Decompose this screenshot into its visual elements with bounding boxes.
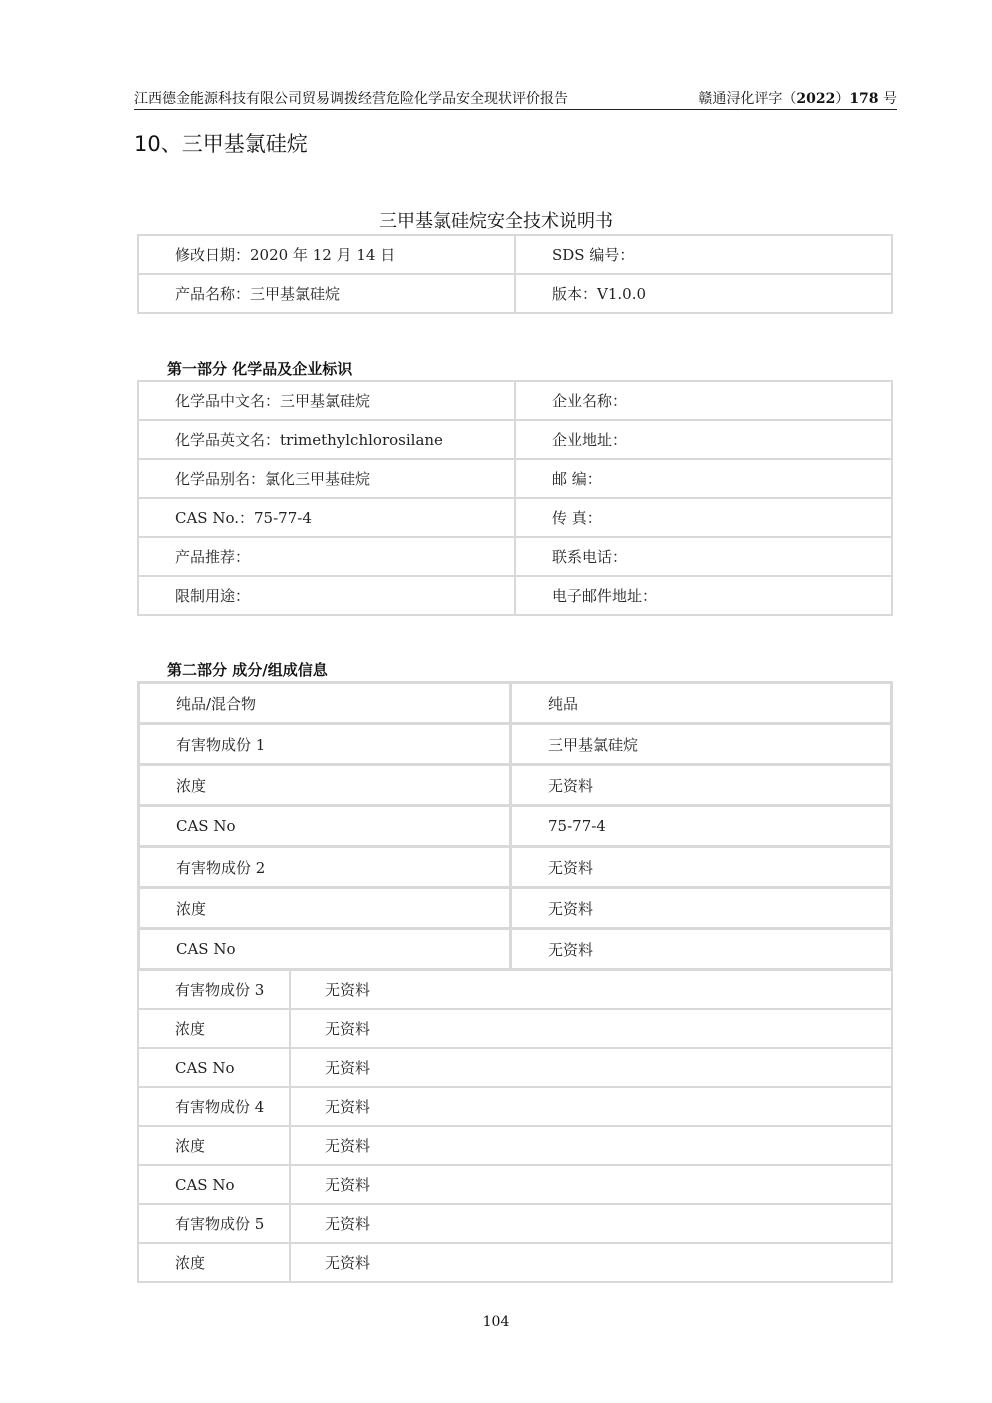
table-cell: 邮 编： bbox=[515, 459, 892, 498]
table-row bbox=[138, 576, 892, 615]
table-cell: 无资料 bbox=[290, 1126, 892, 1165]
part1-title: 第一部分 化学品及企业标识 bbox=[167, 360, 353, 378]
table-row bbox=[138, 1243, 892, 1282]
table-row bbox=[138, 235, 892, 274]
header-report-number: 赣通浔化评字（2022）178 号 bbox=[698, 91, 897, 107]
table-row bbox=[138, 381, 892, 420]
table-row bbox=[138, 1126, 892, 1165]
table-cell: 有害物成份 4 bbox=[138, 1087, 290, 1126]
table-cell: 化学品中文名：三甲基氯硅烷 bbox=[138, 381, 515, 420]
table-row bbox=[139, 847, 892, 888]
table-row bbox=[138, 970, 892, 1009]
header-report-title: 江西德金能源科技有限公司贸易调拨经营危险化学品安全现状评价报告 bbox=[134, 91, 568, 107]
part2-title: 第二部分 成分/组成信息 bbox=[167, 661, 328, 679]
table-row bbox=[139, 724, 892, 765]
page-number: 104 bbox=[482, 1314, 510, 1330]
table-row bbox=[139, 888, 892, 929]
table-cell: 浓度 bbox=[138, 1009, 290, 1048]
table-row bbox=[139, 765, 892, 806]
table-cell: 无资料 bbox=[290, 1204, 892, 1243]
part1-table bbox=[137, 380, 893, 616]
table-cell: 传 真： bbox=[515, 498, 892, 537]
table-cell: 浓度 bbox=[138, 1243, 290, 1282]
revision-date-cell: 修改日期：2020 年 12 月 14 日 bbox=[138, 235, 515, 274]
table-cell: 无资料 bbox=[511, 847, 892, 888]
part2-table-a bbox=[137, 681, 893, 971]
version-cell: 版本：V1.0.0 bbox=[515, 274, 892, 313]
table-cell: 企业名称： bbox=[515, 381, 892, 420]
table-cell: 有害物成份 2 bbox=[139, 847, 511, 888]
part2-table-b bbox=[137, 969, 893, 1283]
table-cell: 有害物成份 3 bbox=[138, 970, 290, 1009]
table-row bbox=[139, 683, 892, 724]
table-cell: 无资料 bbox=[290, 1165, 892, 1204]
table-cell: CAS No.：75-77-4 bbox=[138, 498, 515, 537]
table-cell: CAS No bbox=[138, 1165, 290, 1204]
table-cell: 无资料 bbox=[290, 970, 892, 1009]
table-row bbox=[138, 420, 892, 459]
table-cell: 浓度 bbox=[139, 888, 511, 929]
table-row bbox=[138, 498, 892, 537]
table-cell: 联系电话： bbox=[515, 537, 892, 576]
section-heading: 10、三甲基氯硅烷 bbox=[134, 132, 308, 156]
table-cell: 75-77-4 bbox=[511, 806, 892, 847]
table-cell: 化学品别名：氯化三甲基硅烷 bbox=[138, 459, 515, 498]
table-row bbox=[138, 274, 892, 313]
table-cell: 有害物成份 1 bbox=[139, 724, 511, 765]
table-row bbox=[138, 537, 892, 576]
table-row bbox=[138, 1009, 892, 1048]
product-name-cell: 产品名称：三甲基氯硅烷 bbox=[138, 274, 515, 313]
table-row bbox=[139, 929, 892, 970]
table-cell: 无资料 bbox=[290, 1009, 892, 1048]
table-cell: 无资料 bbox=[290, 1243, 892, 1282]
header-divider bbox=[134, 109, 897, 110]
table-row bbox=[138, 459, 892, 498]
table-cell: 化学品英文名：trimethylchlorosilane bbox=[138, 420, 515, 459]
table-cell: 限制用途： bbox=[138, 576, 515, 615]
table-row bbox=[138, 1048, 892, 1087]
table-row bbox=[138, 1165, 892, 1204]
table-cell: 无资料 bbox=[290, 1048, 892, 1087]
table-cell: 企业地址： bbox=[515, 420, 892, 459]
table-row bbox=[138, 1087, 892, 1126]
table-row bbox=[138, 1204, 892, 1243]
table-cell: 三甲基氯硅烷 bbox=[511, 724, 892, 765]
table-cell: 无资料 bbox=[511, 929, 892, 970]
table-cell: 浓度 bbox=[138, 1126, 290, 1165]
table-cell: CAS No bbox=[139, 929, 511, 970]
table-cell: CAS No bbox=[139, 806, 511, 847]
table-cell: CAS No bbox=[138, 1048, 290, 1087]
table-row bbox=[139, 806, 892, 847]
table-cell: 无资料 bbox=[511, 888, 892, 929]
table-cell: 浓度 bbox=[139, 765, 511, 806]
document-title: 三甲基氯硅烷安全技术说明书 bbox=[379, 211, 613, 232]
sds-number-cell: SDS 编号： bbox=[515, 235, 892, 274]
meta-table bbox=[137, 234, 893, 314]
table-cell: 产品推荐： bbox=[138, 537, 515, 576]
table-cell: 无资料 bbox=[511, 765, 892, 806]
table-cell: 纯品/混合物 bbox=[139, 683, 511, 724]
table-cell: 电子邮件地址： bbox=[515, 576, 892, 615]
table-cell: 有害物成份 5 bbox=[138, 1204, 290, 1243]
table-cell: 纯品 bbox=[511, 683, 892, 724]
table-cell: 无资料 bbox=[290, 1087, 892, 1126]
